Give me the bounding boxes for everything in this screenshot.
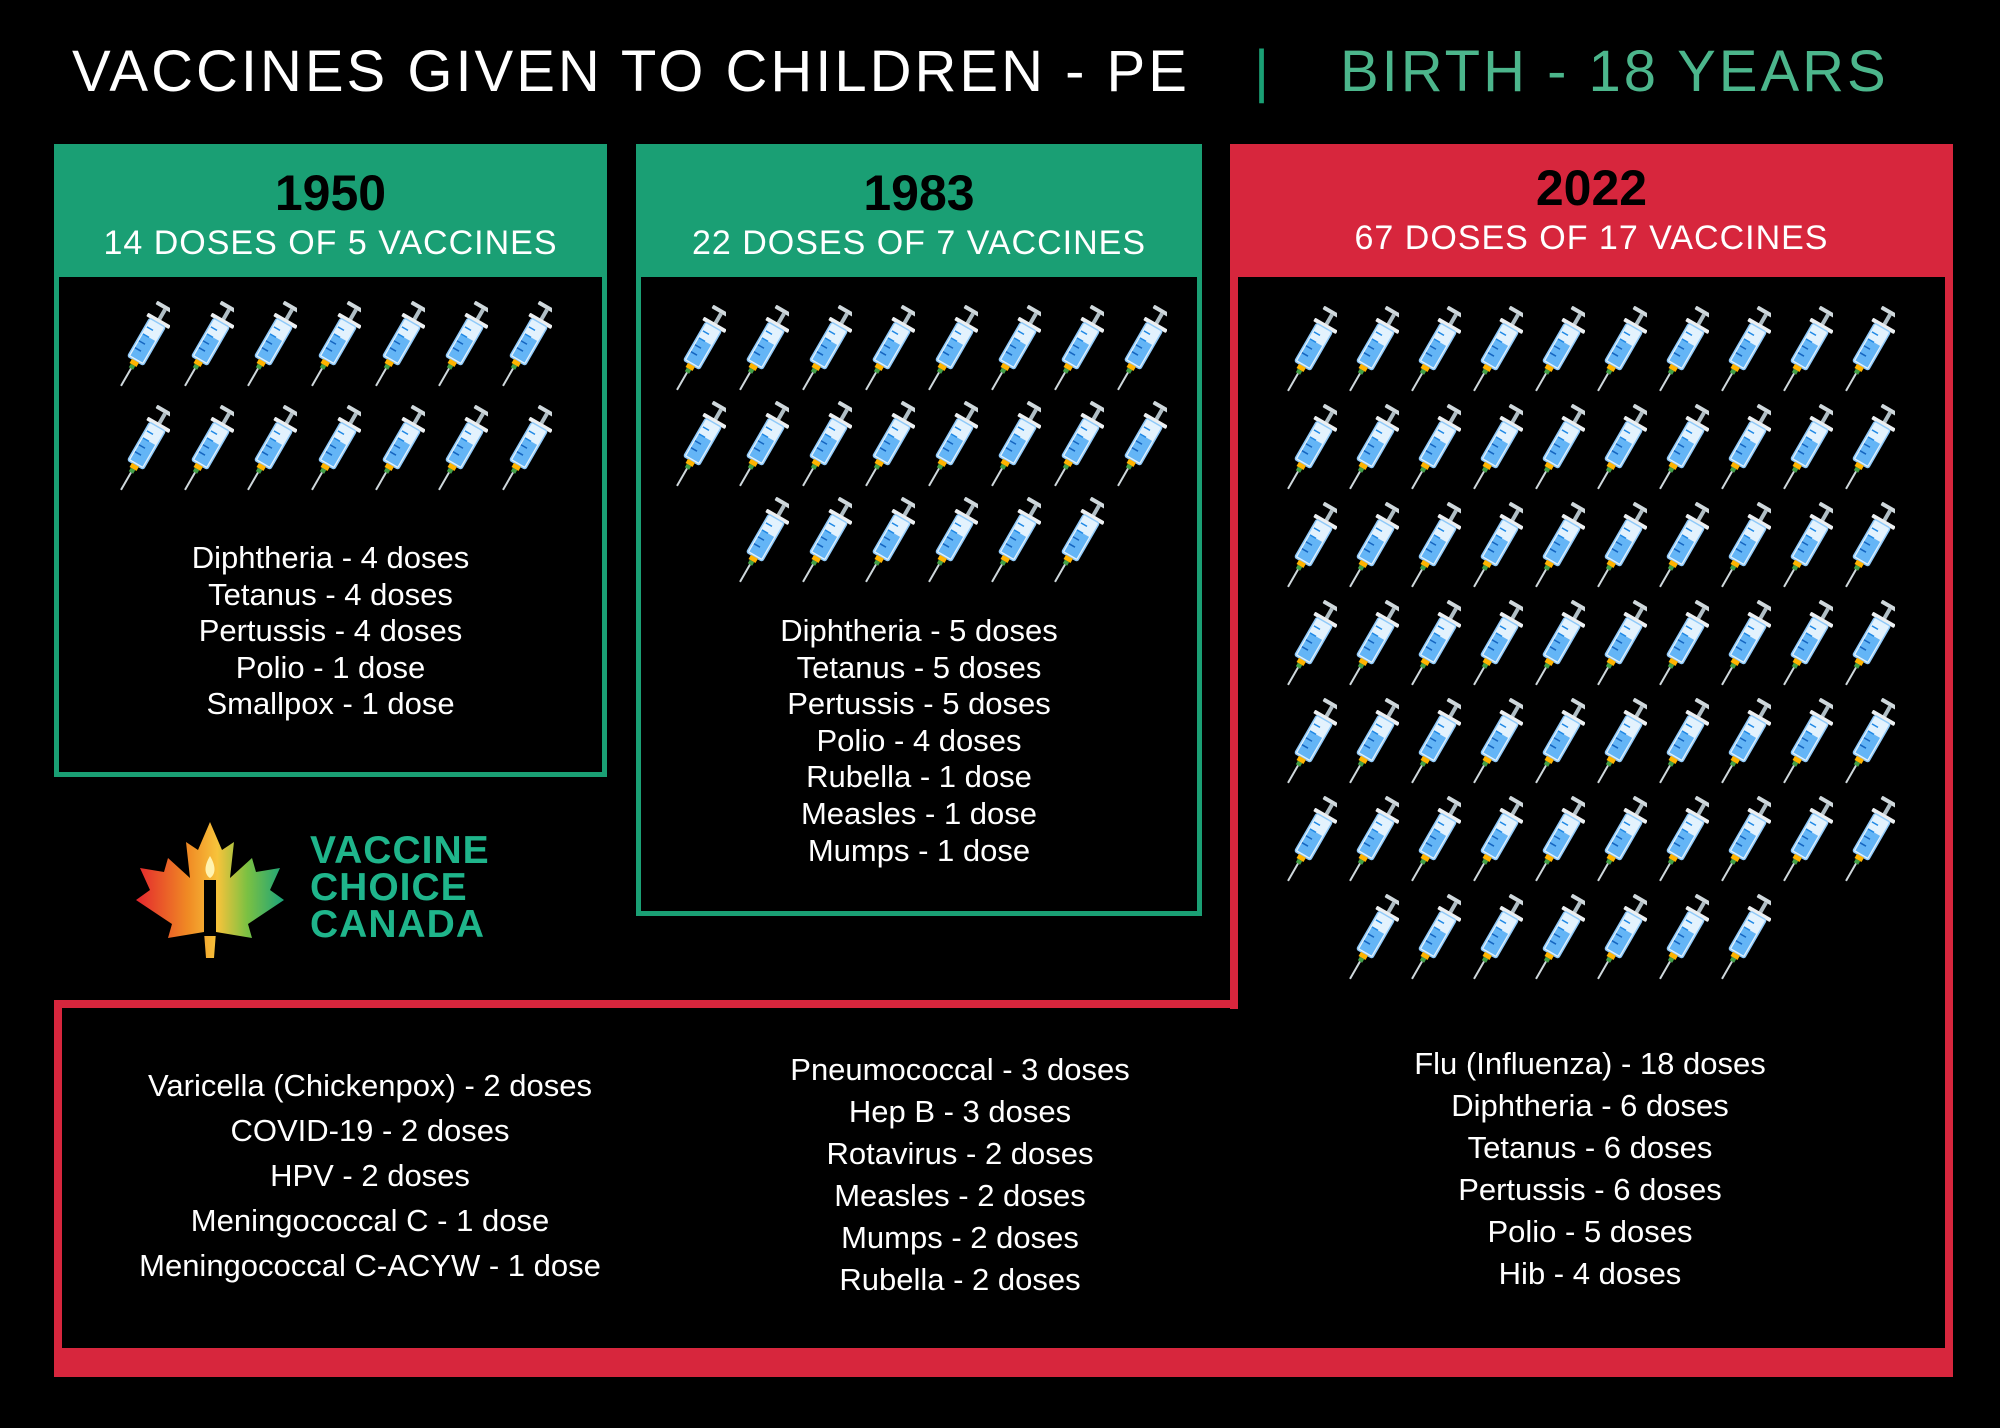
syringe-icon — [1595, 793, 1647, 889]
syringe-icon — [1719, 793, 1771, 889]
syringe-icon — [1285, 499, 1337, 595]
syringe-icon — [1409, 597, 1461, 693]
syringe-icon — [1843, 499, 1895, 595]
syringe-icon — [1595, 499, 1647, 595]
syringe-icon — [1285, 793, 1337, 889]
syringe-icon — [245, 298, 297, 394]
syringe-icon — [1285, 695, 1337, 791]
syringe-grid-1950 — [112, 298, 558, 498]
list-item: Smallpox - 1 dose — [206, 686, 455, 722]
list-item: Meningococcal C - 1 dose — [190, 1203, 550, 1238]
list-item: HPV - 2 doses — [270, 1158, 470, 1193]
syringe-icon — [1595, 303, 1647, 399]
syringe-icon — [182, 402, 234, 498]
syringe-icon — [926, 398, 978, 494]
title-separator: | — [1254, 39, 1270, 104]
list-item: Mumps - 1 dose — [807, 832, 1031, 868]
syringe-icon — [1347, 695, 1399, 791]
list-item: Diphtheria - 5 doses — [780, 613, 1058, 648]
syringe-icon — [1843, 793, 1895, 889]
panel-1950-year: 1950 — [274, 165, 387, 221]
logo-text — [310, 829, 490, 946]
syringe-icon — [1409, 303, 1461, 399]
list-item: Tetanus - 4 doses — [208, 576, 453, 612]
syringe-icon — [1533, 303, 1585, 399]
syringe-icon — [926, 302, 978, 398]
panel-2022-header — [1230, 144, 1953, 277]
syringe-icon — [1409, 695, 1461, 791]
syringe-icon — [1719, 597, 1771, 693]
syringe-icon — [1115, 302, 1167, 398]
list-item: Polio - 1 dose — [235, 649, 426, 685]
list-item: Pertussis - 5 doses — [787, 686, 1051, 722]
syringe-icon — [373, 402, 425, 498]
syringe-icon — [1052, 302, 1104, 398]
list-item: Tetanus - 6 doses — [1467, 1130, 1713, 1165]
syringe-icon — [1595, 891, 1647, 987]
vaccine-list-2022-col1 — [90, 1063, 650, 1288]
list-item: COVID-19 - 2 doses — [230, 1113, 510, 1148]
syringe-icon — [737, 398, 789, 494]
logo-line: CHOICE — [310, 866, 468, 909]
syringe-icon — [1409, 499, 1461, 595]
list-item: Tetanus - 5 doses — [796, 649, 1042, 685]
syringe-icon — [309, 402, 361, 498]
syringe-icon — [1409, 793, 1461, 889]
syringe-icon — [1409, 401, 1461, 497]
syringe-icon — [863, 398, 915, 494]
vaccine-list-1983 — [636, 613, 1202, 869]
logo-line: CANADA — [310, 903, 485, 946]
syringe-icon — [500, 298, 552, 394]
syringe-icon — [1719, 499, 1771, 595]
list-item: Pertussis - 4 doses — [198, 613, 463, 649]
syringe-icon — [1533, 499, 1585, 595]
syringe-icon — [1533, 695, 1585, 791]
list-item: Hib - 4 doses — [1498, 1256, 1682, 1291]
syringe-icon — [1719, 891, 1771, 987]
list-item: Measles - 2 doses — [834, 1178, 1086, 1213]
list-item: Measles - 1 dose — [800, 795, 1038, 831]
syringe-icon — [1657, 891, 1709, 987]
syringe-icon — [863, 302, 915, 398]
syringe-icon — [500, 402, 552, 498]
syringe-icon — [1533, 401, 1585, 497]
syringe-icon — [1781, 303, 1833, 399]
syringe-icon — [1657, 793, 1709, 889]
syringe-grid-1983 — [668, 302, 1172, 590]
syringe-icon — [1471, 597, 1523, 693]
panel-1983-year: 1983 — [863, 165, 975, 221]
list-item: Flu (Influenza) - 18 doses — [1414, 1046, 1766, 1081]
panel-2022-border — [54, 1000, 1238, 1008]
syringe-icon — [1285, 401, 1337, 497]
syringe-icon — [1595, 401, 1647, 497]
syringe-icon — [436, 402, 488, 498]
syringe-icon — [1843, 303, 1895, 399]
syringe-icon — [1471, 401, 1523, 497]
syringe-icon — [863, 494, 915, 590]
syringe-icon — [1781, 793, 1833, 889]
syringe-icon — [1781, 695, 1833, 791]
syringe-icon — [1781, 401, 1833, 497]
syringe-icon — [800, 494, 852, 590]
syringe-icon — [1347, 793, 1399, 889]
syringe-icon — [118, 298, 170, 394]
syringe-icon — [674, 398, 726, 494]
list-item: Rubella - 2 doses — [839, 1262, 1081, 1297]
syringe-icon — [1719, 695, 1771, 791]
panel-1983-header — [641, 149, 1197, 277]
list-item: Diphtheria - 6 doses — [1451, 1088, 1729, 1123]
syringe-grid-2022 — [1280, 303, 1900, 987]
syringe-icon — [1533, 597, 1585, 693]
syringe-icon — [245, 402, 297, 498]
list-item: Rotavirus - 2 doses — [826, 1136, 1094, 1171]
syringe-icon — [1347, 303, 1399, 399]
syringe-icon — [1052, 398, 1104, 494]
syringe-icon — [1781, 499, 1833, 595]
syringe-icon — [1052, 494, 1104, 590]
panel-1983-doses: 22 DOSES OF 7 VACCINES — [691, 224, 1147, 262]
vaccine-list-2022-col3 — [1310, 1043, 1870, 1295]
syringe-icon — [118, 402, 170, 498]
syringe-icon — [1471, 303, 1523, 399]
list-item: Polio - 4 doses — [816, 722, 1022, 758]
syringe-icon — [1657, 401, 1709, 497]
syringe-icon — [1115, 398, 1167, 494]
syringe-icon — [989, 494, 1041, 590]
syringe-icon — [1347, 401, 1399, 497]
list-item: Varicella (Chickenpox) - 2 doses — [148, 1068, 592, 1103]
syringe-icon — [1347, 499, 1399, 595]
panel-2022-border — [54, 1000, 62, 1377]
syringe-icon — [1285, 303, 1337, 399]
syringe-icon — [674, 302, 726, 398]
list-item: Meningococcal C-ACYW - 1 dose — [139, 1248, 601, 1283]
syringe-icon — [1409, 891, 1461, 987]
syringe-icon — [373, 298, 425, 394]
panel-1950-doses: 14 DOSES OF 5 VACCINES — [103, 224, 558, 262]
syringe-icon — [1657, 695, 1709, 791]
list-item: Mumps - 2 doses — [841, 1220, 1079, 1255]
panel-2022-border — [1945, 144, 1953, 1377]
list-item: Rubella - 1 dose — [806, 759, 1032, 795]
syringe-icon — [1843, 695, 1895, 791]
syringe-icon — [1719, 303, 1771, 399]
syringe-icon — [1843, 597, 1895, 693]
maple-leaf-candle-icon — [130, 820, 290, 960]
list-item: Pertussis - 6 doses — [1458, 1172, 1722, 1207]
panel-1950-header — [59, 149, 602, 277]
syringe-icon — [737, 494, 789, 590]
list-item: Polio - 5 doses — [1487, 1214, 1693, 1249]
syringe-icon — [1533, 891, 1585, 987]
syringe-icon — [182, 298, 234, 394]
vaccine-list-1950 — [54, 540, 607, 723]
page-title: VACCINES GIVEN TO CHILDREN - PE — [72, 39, 1190, 104]
syringe-icon — [926, 494, 978, 590]
syringe-icon — [1595, 597, 1647, 693]
syringe-icon — [309, 298, 361, 394]
logo-line: VACCINE — [310, 829, 490, 872]
panel-2022-border — [54, 1348, 1953, 1377]
syringe-icon — [1471, 695, 1523, 791]
vaccine-list-2022-col2 — [680, 1049, 1240, 1301]
syringe-icon — [1347, 597, 1399, 693]
syringe-icon — [989, 398, 1041, 494]
list-item: Pneumococcal - 3 doses — [790, 1052, 1130, 1087]
syringe-icon — [989, 302, 1041, 398]
syringe-icon — [800, 302, 852, 398]
syringe-icon — [1843, 401, 1895, 497]
syringe-icon — [1657, 303, 1709, 399]
syringe-icon — [737, 302, 789, 398]
syringe-icon — [1471, 499, 1523, 595]
syringe-icon — [1471, 891, 1523, 987]
syringe-icon — [1657, 499, 1709, 595]
syringe-icon — [1595, 695, 1647, 791]
list-item: Hep B - 3 doses — [848, 1094, 1072, 1129]
syringe-icon — [1719, 401, 1771, 497]
syringe-icon — [1533, 793, 1585, 889]
syringe-icon — [436, 298, 488, 394]
panel-2022-year: 2022 — [1535, 160, 1648, 216]
list-item: Diphtheria - 4 doses — [191, 540, 470, 575]
syringe-icon — [1781, 597, 1833, 693]
syringe-icon — [1657, 597, 1709, 693]
syringe-icon — [1471, 793, 1523, 889]
syringe-icon — [1347, 891, 1399, 987]
syringe-icon — [800, 398, 852, 494]
panel-2022-doses: 67 DOSES OF 17 VACCINES — [1354, 219, 1829, 257]
page-subtitle: BIRTH - 18 YEARS — [1340, 39, 1889, 104]
syringe-icon — [1285, 597, 1337, 693]
